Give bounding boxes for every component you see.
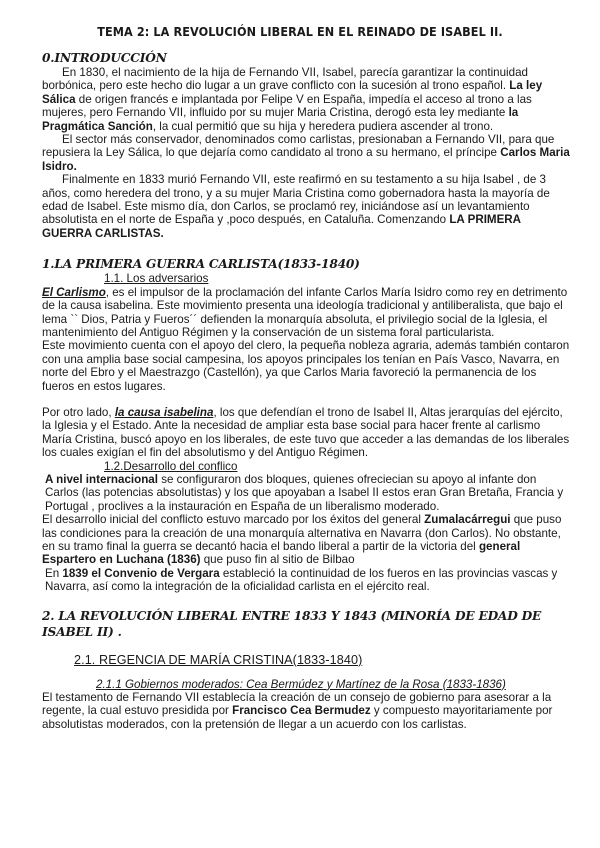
document-title: TEMA 2: LA REVOLUCIÓN LIBERAL EN EL REINADO DE ISABEL II. — [97, 24, 503, 39]
guerra-paragraph-internacional: A nivel internacional se configuraron dos bloques, quienes ofreciecian su apoyo al infante don Carlos (las potencias absolutistas) y los que apoyaban a Isabel II estos eran Gran Bretaña, Francia y Portugal , proclives a la instauración en España de un liberalismo moderado. — [45, 472, 564, 513]
guerra-paragraph-vergara: En 1839 el Convenio de Vergara estableció la continuidad de los fueros en las provincias vascas y Navarra, así como la integración de la oficialidad carlista en el ejército real. — [45, 566, 558, 594]
subheading-adversarios: 1.1. Los adversarios — [104, 272, 209, 286]
heading-primera-guerra-carlista: 1.LA PRIMERA GUERRA CARLISTA(1833-1840) — [42, 257, 360, 272]
subheading-desarrollo: 1.2.Desarrollo del conflico — [104, 459, 238, 473]
intro-paragraph-1: En 1830, el nacimiento de la hija de Fernando VII, Isabel, parecía garantizar la continuidad borbónica, pero este hecho dio lugar a un grave conflicto con la sucesión al trono español. La ley Sálica de origen francés e implantada por Felipe V en España, impedía el acceso al trono a las mujeres, pero Fernando VII, influido por su mujer Maria Cristina, derogó esta ley mediante la Pragmática Sanción, la cual permitió que su hija y heredera pudiera ascender al trono. — [42, 66, 543, 133]
revolucion-paragraph-consejo: El testamento de Fernando VII establecía la creación de un consejo de gobierno para asesorar a la regente, la cual estuvo presidida por Francisco Cea Bermudez y compuesto mayoritariamente por absolutistas moderados, con la pretensión de llegar a un acuerdo con los carlistas. — [42, 691, 553, 731]
guerra-paragraph-carlismo: El Carlismo, es el impulsor de la proclamación del infante Carlos María Isidro como rey en detrimento de la causa isabelina. Este movimiento presenta una ideología tradicional y antiliberalista, que bajo el lema `` Dios, Patria y Fueros´´ defienden la monarquía absoluta, el privilegio social de la Iglesia, el mantenimiento del Antiguo Régimen y la conservación de un sistema foral particularista. — [42, 285, 568, 339]
guerra-paragraph-apoyos: Este movimiento cuenta con el apoyo del clero, la pequeña nobleza agraria, además también contaron con una amplia base social campesina, los apoyos principales los tenían en País Vasco, Navarra, en norte del Ebro y el Maestrazgo (Castellón), ya que Carlos Maria favoreció la permanencia de los fueros en estos lugares. — [42, 339, 570, 393]
intro-paragraph-2: El sector más conservador, denominados como carlistas, presionaban a Fernando VII, para que repusiera la Ley Sálica, lo que dejaría como candidato al trono a su hermano, el príncipe Carlos Maria Isidro. — [42, 133, 570, 173]
guerra-paragraph-isabelina: Por otro lado, la causa isabelina, los que defendían el trono de Isabel II, Altas jerarquías del ejército, la Iglesia y el Estado. Ante la necesidad de ampliar esta base social para hacer frente al carlismo María Cristina, buscó apoyo en los liberales, de este tuvo que acceder a las demandas de los liberales los cuales exigían el fin del absolutismo y del Antiguo Régimen. — [42, 405, 570, 460]
heading-revolucion-liberal: 2. LA REVOLUCIÓN LIBERAL ENTRE 1833 Y 1843 (MINORÍA DE EDAD DE ISABEL II) . — [42, 608, 542, 639]
subheading-gobiernos-moderados: 2.1.1 Gobiernos moderados: Cea Bermúdez y Martínez de la Rosa (1833-1836) — [96, 677, 506, 691]
subheading-regencia: 2.1. REGENCIA DE MARÍA CRISTINA(1833-1840) — [74, 652, 363, 667]
intro-paragraph-3: Finalmente en 1833 murió Fernando VII, este reafirmó en su testamento a su hija Isabel , de 3 años, como heredera del trono, y a su mujer Maria Cristina como gobernadora hasta la mayoría de edad de Isabel. Este mismo día, don Carlos, se proclamó rey, iniciándose así un levantamiento absolutista en el norte de España y ,poco después, en Cataluña. Comenzando LA PRIMERA GUERRA CARLISTAS. — [42, 173, 550, 240]
heading-introduccion: 0.INTRODUCCIÓN — [42, 51, 167, 65]
document-body — [42, 50, 570, 731]
guerra-paragraph-desarrollo: El desarrollo inicial del conflicto estuvo marcado por los éxitos del general Zumalacárregui que puso las condiciones para la creación de una monarquía alternativa en Navarra (don Carlos). No obstante, en su tramo final la guerra se decantó hacia el bando liberal a partir de la victoria del general Espartero en Luchana (1836) que puso fin al sitio de Bilbao — [42, 513, 562, 567]
